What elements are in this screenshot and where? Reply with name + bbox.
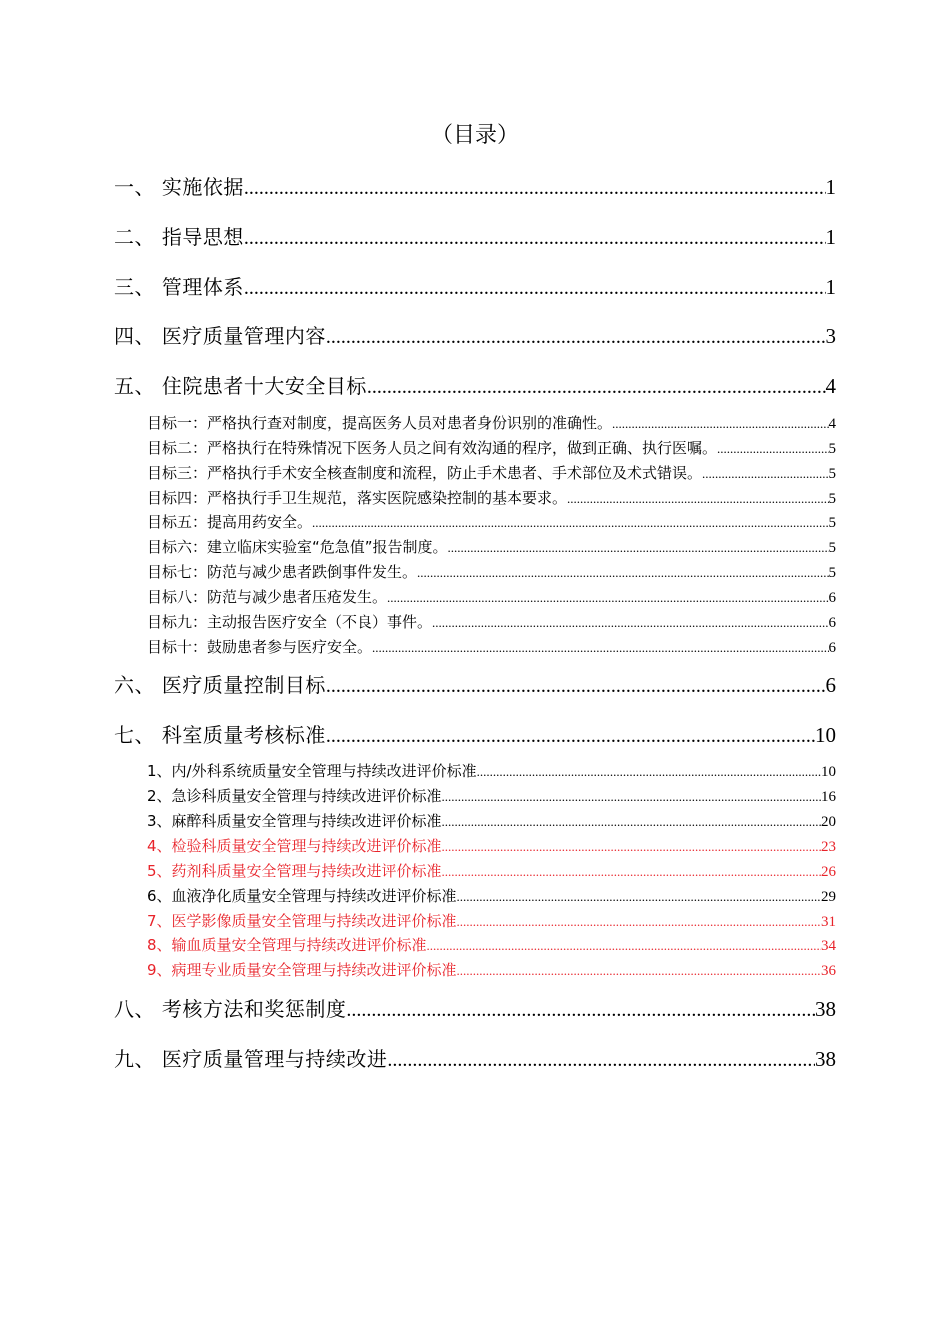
toc-section-8[interactable] xyxy=(114,995,836,1024)
toc-goal-page: 6 xyxy=(828,640,836,656)
dot-leader xyxy=(326,722,815,750)
toc-section-9[interactable] xyxy=(114,1045,836,1074)
dot-leader xyxy=(702,464,828,484)
dot-leader xyxy=(372,638,828,658)
toc-standard-label: 3、麻醉科质量安全管理与持续改进评价标准 xyxy=(147,812,442,830)
dot-leader xyxy=(457,912,821,932)
dot-leader xyxy=(326,672,826,700)
toc-standard-label: 4、检验科质量安全管理与持续改进评价标准 xyxy=(147,837,442,855)
toc-standard-label: 1、内/外科系统质量安全管理与持续改进评价标准 xyxy=(147,762,477,780)
toc-section-label: 三、 管理体系 xyxy=(114,275,244,299)
toc-goal-1[interactable] xyxy=(147,413,836,434)
toc-section-page: 1 xyxy=(825,175,836,199)
toc-goal-label: 目标七：防范与减少患者跌倒事件发生。 xyxy=(147,563,418,581)
toc-title: （目录） xyxy=(430,123,519,148)
dot-leader xyxy=(244,224,826,252)
toc-goal-label: 目标八：防范与减少患者压疮发生。 xyxy=(147,588,388,606)
toc-standard-page: 20 xyxy=(821,814,836,830)
toc-section-page: 1 xyxy=(825,225,836,249)
toc-goal-3[interactable] xyxy=(147,463,836,484)
toc-goal-10[interactable] xyxy=(147,637,836,658)
toc-goal-page: 5 xyxy=(828,515,836,531)
toc-section-1[interactable] xyxy=(114,173,836,202)
toc-standard-label: 8、输血质量安全管理与持续改进评价标准 xyxy=(147,936,427,954)
toc-goal-label: 目标一：严格执行查对制度，提高医务人员对患者身份识别的准确性。 xyxy=(147,414,613,432)
dot-leader xyxy=(387,1046,815,1074)
toc-goal-page: 5 xyxy=(828,540,836,556)
toc-standard-page: 16 xyxy=(821,789,836,805)
toc-section-label: 五、 住院患者十大安全目标 xyxy=(114,374,367,398)
toc-goal-label: 目标五：提高用药安全。 xyxy=(147,513,313,531)
dot-leader xyxy=(442,787,821,807)
toc-goal-8[interactable] xyxy=(147,587,836,608)
dot-leader xyxy=(387,588,828,608)
toc-goal-label: 目标十：鼓励患者参与医疗安全。 xyxy=(147,638,373,656)
toc-standard-page: 26 xyxy=(821,864,836,880)
toc-section-label: 四、 医疗质量管理内容 xyxy=(114,324,326,348)
toc-goal-9[interactable] xyxy=(147,612,836,633)
toc-standard-5[interactable] xyxy=(147,861,836,882)
toc-standard-2[interactable] xyxy=(147,786,836,807)
toc-section-page: 1 xyxy=(825,275,836,299)
toc-section-label: 八、 考核方法和奖惩制度 xyxy=(114,997,347,1021)
toc-goal-label: 目标九：主动报告医疗安全（不良）事件。 xyxy=(147,613,433,631)
toc-standard-label: 2、急诊科质量安全管理与持续改进评价标准 xyxy=(147,787,442,805)
dot-leader xyxy=(612,414,828,434)
toc-standard-3[interactable] xyxy=(147,811,836,832)
toc-standard-label: 6、血液净化质量安全管理与持续改进评价标准 xyxy=(147,887,457,905)
toc-goal-6[interactable] xyxy=(147,537,836,558)
dot-leader xyxy=(457,887,821,907)
toc-goal-page: 6 xyxy=(828,615,836,631)
toc-standard-4[interactable] xyxy=(147,836,836,857)
toc-goal-page: 6 xyxy=(828,590,836,606)
dot-leader xyxy=(367,373,826,401)
toc-section-page: 3 xyxy=(825,324,836,348)
toc-goal-7[interactable] xyxy=(147,562,836,583)
dot-leader xyxy=(448,538,829,558)
dot-leader xyxy=(442,862,821,882)
dot-leader xyxy=(477,762,821,782)
dot-leader xyxy=(442,837,821,857)
dot-leader xyxy=(432,613,828,633)
toc-standard-6[interactable] xyxy=(147,886,836,907)
toc-section-2[interactable] xyxy=(114,223,836,252)
toc-section-6[interactable] xyxy=(114,671,836,700)
toc-goal-page: 5 xyxy=(828,466,836,482)
toc-standard-page: 23 xyxy=(821,839,836,855)
toc-section-page: 38 xyxy=(815,997,836,1021)
toc-goal-page: 5 xyxy=(828,441,836,457)
toc-goal-page: 5 xyxy=(828,491,836,507)
toc-section-3[interactable] xyxy=(114,273,836,302)
toc-goal-label: 目标六：建立临床实验室“危急值”报告制度。 xyxy=(147,538,448,556)
toc-goal-label: 目标二：严格执行在特殊情况下医务人员之间有效沟通的程序，做到正确、执行医嘱。 xyxy=(147,439,718,457)
toc-standard-7[interactable] xyxy=(147,911,836,932)
toc-standard-page: 10 xyxy=(821,764,836,780)
dot-leader xyxy=(417,563,828,583)
toc-standard-page: 36 xyxy=(821,963,836,979)
toc-section-label: 九、 医疗质量管理与持续改进 xyxy=(114,1047,388,1071)
toc-standard-8[interactable] xyxy=(147,935,836,956)
toc-goal-2[interactable] xyxy=(147,438,836,459)
toc-section-7[interactable] xyxy=(114,721,836,750)
dot-leader xyxy=(244,274,826,302)
toc-standard-label: 9、病理专业质量安全管理与持续改进评价标准 xyxy=(147,961,457,979)
toc-standard-page: 34 xyxy=(821,938,836,954)
toc-standard-page: 31 xyxy=(821,914,836,930)
dot-leader xyxy=(717,439,828,459)
toc-goal-page: 5 xyxy=(828,565,836,581)
toc-goal-label: 目标三：严格执行手术安全核查制度和流程，防止手术患者、手术部位及术式错误。 xyxy=(147,464,703,482)
toc-section-page: 6 xyxy=(825,673,836,697)
dot-leader xyxy=(312,513,828,533)
dot-leader xyxy=(442,812,821,832)
toc-goal-4[interactable] xyxy=(147,488,836,509)
dot-leader xyxy=(427,936,821,956)
toc-section-label: 一、 实施依据 xyxy=(114,175,244,199)
toc-section-4[interactable] xyxy=(114,322,836,351)
toc-section-label: 七、 科室质量考核标准 xyxy=(114,723,326,747)
toc-standard-page: 29 xyxy=(821,889,836,905)
dot-leader xyxy=(326,323,826,351)
toc-goal-label: 目标四：严格执行手卫生规范，落实医院感染控制的基本要求。 xyxy=(147,489,568,507)
toc-section-label: 六、 医疗质量控制目标 xyxy=(114,673,326,697)
toc-section-page: 38 xyxy=(815,1047,836,1071)
toc-section-label: 二、 指导思想 xyxy=(114,225,244,249)
toc-standard-9[interactable] xyxy=(147,960,836,981)
dot-leader xyxy=(244,174,826,202)
dot-leader xyxy=(457,961,821,981)
toc-standard-label: 7、医学影像质量安全管理与持续改进评价标准 xyxy=(147,912,457,930)
toc-section-page: 4 xyxy=(825,374,836,398)
toc-section-5[interactable] xyxy=(114,372,836,401)
toc-section-page: 10 xyxy=(815,723,836,747)
toc-goal-page: 4 xyxy=(828,416,836,432)
dot-leader xyxy=(346,996,815,1024)
toc-standard-label: 5、药剂科质量安全管理与持续改进评价标准 xyxy=(147,862,442,880)
dot-leader xyxy=(567,489,828,509)
toc-standard-1[interactable] xyxy=(147,761,836,782)
toc-goal-5[interactable] xyxy=(147,512,836,533)
